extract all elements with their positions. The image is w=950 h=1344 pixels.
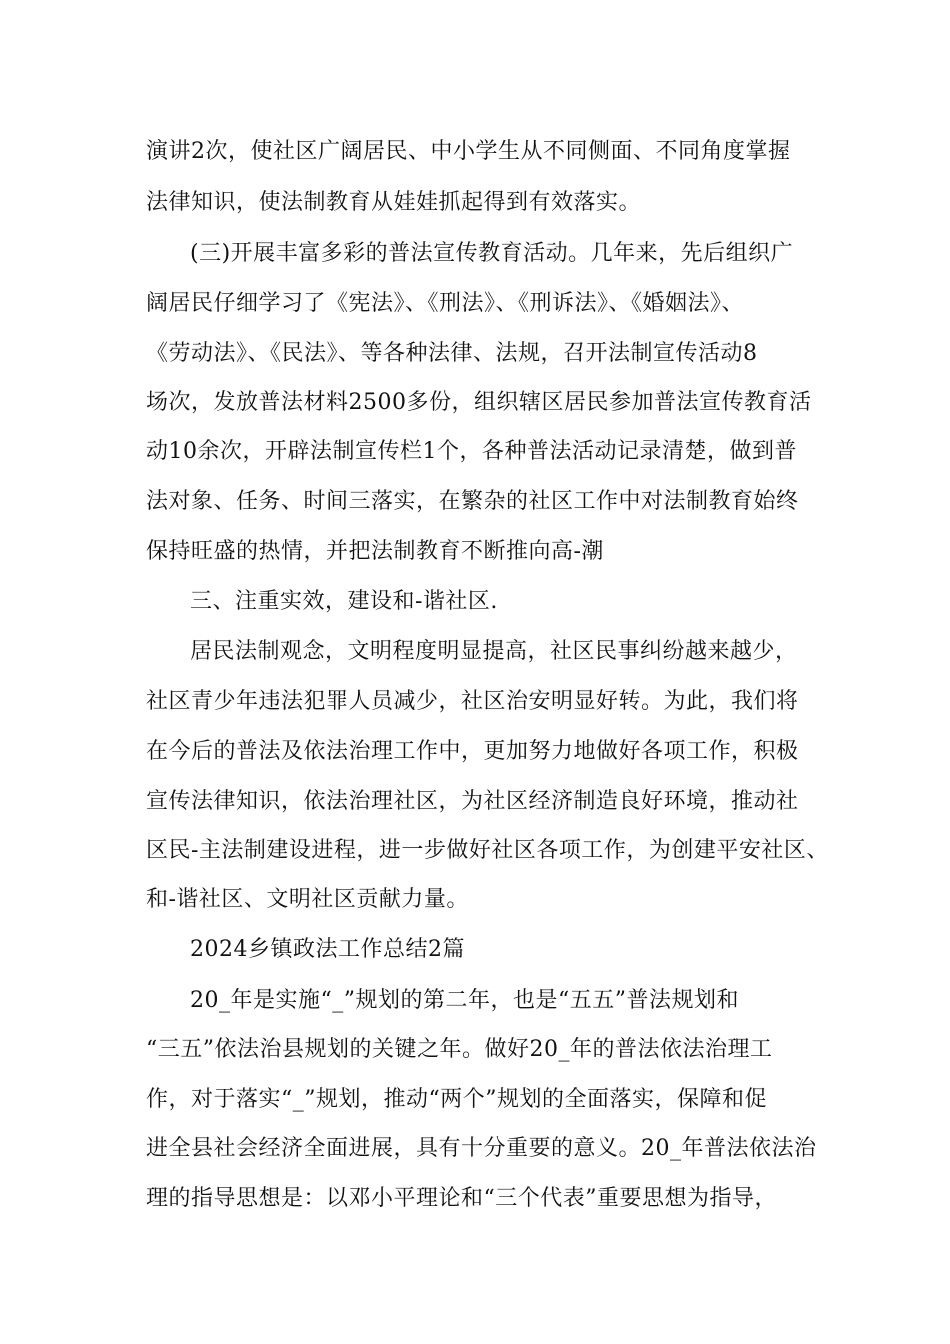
- text-line: 区民-主法制建设进程，进一步做好社区各项工作，为创建平安社区、: [146, 838, 829, 863]
- text-line: 作，对于落实“_”规划，推动“两个”规划的全面落实，保障和促: [146, 1087, 767, 1112]
- text-line: 《劳动法》、《民法》、等各种法律、法规，召开法制宣传活动8: [146, 341, 758, 366]
- text-line: 居民法制观念，文明程度明显提高，社区民事纠纷越来越少，: [190, 639, 798, 664]
- text-line: 和-谐社区、文明社区贡献力量。: [146, 887, 469, 912]
- text-line: 宣传法律知识，依法治理社区，为社区经济制造良好环境，推动社: [146, 789, 799, 814]
- text-line: 保持旺盛的热情，并把法制教育不断推向高-潮: [146, 539, 604, 564]
- text-line: 场次，发放普法材料2500多份，组织辖区居民参加普法宣传教育活: [146, 390, 812, 415]
- text-line: 社区青少年违法犯罪人员减少，社区治安明显好转。为此，我们将: [146, 689, 799, 714]
- document-title: 2024乡镇政法工作总结2篇: [190, 937, 465, 962]
- text-line: (三)开展丰富多彩的普法宣传教育活动。几年来，先后组织广: [190, 241, 794, 266]
- text-line: 理的指导思想是：以邓小平理论和“三个代表”重要思想为指导，: [146, 1186, 777, 1211]
- text-line: 动10余次，开辟法制宣传栏1个，各种普法活动记录清楚，做到普: [146, 439, 797, 464]
- text-line: 法律知识，使法制教育从娃娃抓起得到有效落实。: [146, 190, 642, 215]
- text-line: 20_年是实施“_”规划的第二年，也是“五五”普法规划和: [190, 988, 739, 1013]
- text-line: 演讲2次，使社区广阔居民、中小学生从不同侧面、不同角度掌握: [146, 139, 791, 164]
- section-heading: 三、注重实效，建设和-谐社区.: [190, 589, 498, 614]
- text-line: 在今后的普法及依法治理工作中，更加努力地做好各项工作，积极: [146, 739, 799, 764]
- text-line: 进全县社会经济全面进展，具有十分重要的意义。20_年普法依法治: [146, 1136, 817, 1161]
- text-line: 阔居民仔细学习了《宪法》、《刑法》、《刑诉法》、《婚姻法》、: [146, 291, 745, 316]
- text-line: 法对象、任务、时间三落实，在繁杂的社区工作中对法制教育始终: [146, 489, 799, 514]
- text-line: “三五”依法治县规划的关键之年。做好20_年的普法依法治理工: [146, 1037, 773, 1062]
